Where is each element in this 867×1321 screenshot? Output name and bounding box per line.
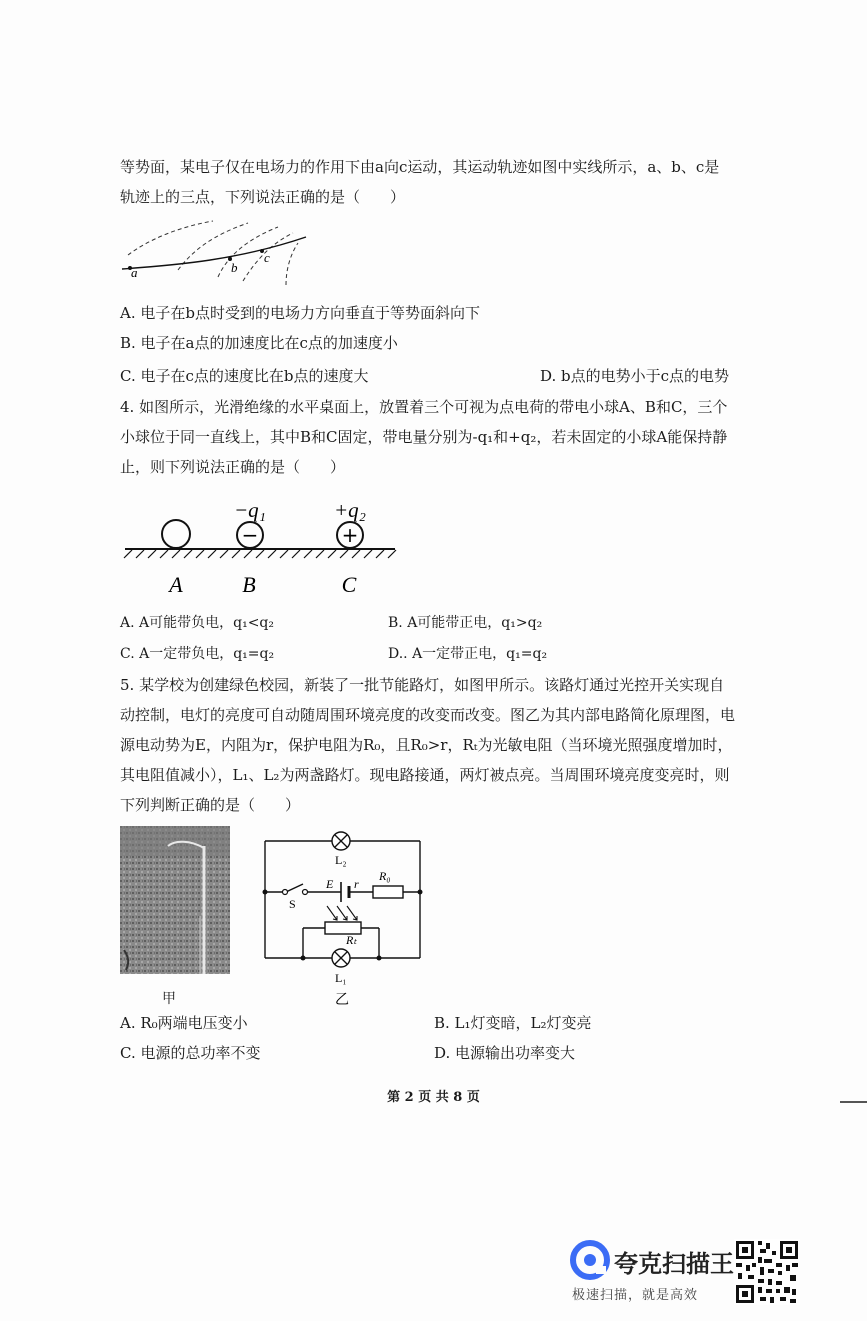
label-rt: Rₜ [346, 933, 357, 947]
label-e: E [326, 877, 334, 891]
label-l2: L₂ [335, 853, 347, 867]
q4-option-a: A. A可能带负电，q₁<q₂ [120, 615, 274, 631]
q4-option-d: D.. A一定带正电，q₁=q₂ [388, 646, 548, 662]
q3-option-d: D. b点的电势小于c点的电势 [540, 367, 730, 385]
q3-option-b: B. 电子在a点的加速度比在c点的加速度小 [120, 334, 398, 352]
q5-line-1: 5. 某学校为创建绿色校园，新装了一批节能路灯，如图甲所示。该路灯通过光控开关实现自 [120, 676, 725, 694]
intro-line-1: 等势面，某电子仅在电场力的作用下由a向c运动，其运动轨迹如图中实线所示，a、b、c是 [120, 158, 720, 176]
q5-line-4: 其电阻值减小），L₁、L₂为两盏路灯。现电路接通，两灯被点亮。当周围环境亮度变亮时，则 [120, 766, 730, 784]
q5-line-5: 下列判断正确的是（ ） [120, 796, 301, 814]
label-s: S [289, 897, 296, 911]
q5-option-d: D. 电源输出功率变大 [434, 1044, 576, 1062]
label-r: r [354, 877, 359, 891]
street-lamp-photo [120, 826, 230, 974]
photo-caption: 甲 [162, 991, 176, 1007]
charge-b-label: −q₁ [234, 498, 266, 522]
q5-line-2: 动控制，电灯的亮度可自动随周围环境亮度的改变而改变。图乙为其内部电路简化原理图，电 [120, 706, 736, 724]
intro-line-2: 轨迹上的三点，下列说法正确的是（ ） [120, 188, 406, 206]
label-ball-c: C [341, 572, 357, 597]
q4-line-1: 4. 如图所示，光滑绝缘的水平桌面上，放置着三个可视为点电荷的带电小球A、B和C，三个 [120, 398, 728, 416]
q4-line-3: 止，则下列说法正确的是（ ） [120, 458, 346, 476]
scan-artifact [840, 1101, 867, 1103]
circuit-caption: 乙 [335, 992, 349, 1008]
q5-option-a: A. R₀两端电压变小 [120, 1014, 248, 1032]
charge-c-label: +q₂ [334, 498, 366, 522]
trajectory-figure [118, 215, 318, 287]
label-l1: L₁ [335, 971, 347, 985]
label-ball-a: A [169, 572, 183, 597]
scanner-logo-icon [570, 1240, 610, 1280]
ball-a [162, 520, 190, 548]
scanner-app-name: 夸克扫描王 [614, 1250, 734, 1278]
sign-c: + [341, 523, 359, 547]
label-r0: R₀ [379, 869, 391, 883]
q5-option-b: B. L₁灯变暗，L₂灯变亮 [434, 1014, 592, 1032]
circuit-diagram [255, 826, 435, 1008]
q5-option-c: C. 电源的总功率不变 [120, 1044, 261, 1062]
label-ball-b: B [242, 572, 256, 597]
sign-b: − [241, 523, 259, 547]
label-a: a [131, 265, 138, 280]
q3-option-c: C. 电子在c点的速度比在b点的速度大 [120, 367, 369, 385]
charges-figure [120, 492, 400, 602]
q3-option-a: A. 电子在b点时受到的电场力方向垂直于等势面斜向下 [120, 304, 480, 322]
qr-code [734, 1239, 800, 1305]
q5-line-3: 源电动势为E，内阻为r，保护电阻为R₀，且R₀>r，Rₜ为光敏电阻（当环境光照强度增加时， [120, 736, 733, 754]
label-b: b [231, 260, 238, 275]
page-footer: 第 2 页 共 8 页 [387, 1090, 480, 1105]
label-c: c [264, 250, 270, 265]
q4-line-2: 小球位于同一直线上，其中B和C固定，带电量分别为-q₁和+q₂，若未固定的小球A能保持静 [120, 428, 728, 446]
q4-option-b: B. A可能带正电，q₁>q₂ [388, 615, 543, 631]
scanner-slogan: 极速扫描，就是高效 [572, 1288, 699, 1303]
q4-option-c: C. A一定带负电，q₁=q₂ [120, 646, 275, 662]
